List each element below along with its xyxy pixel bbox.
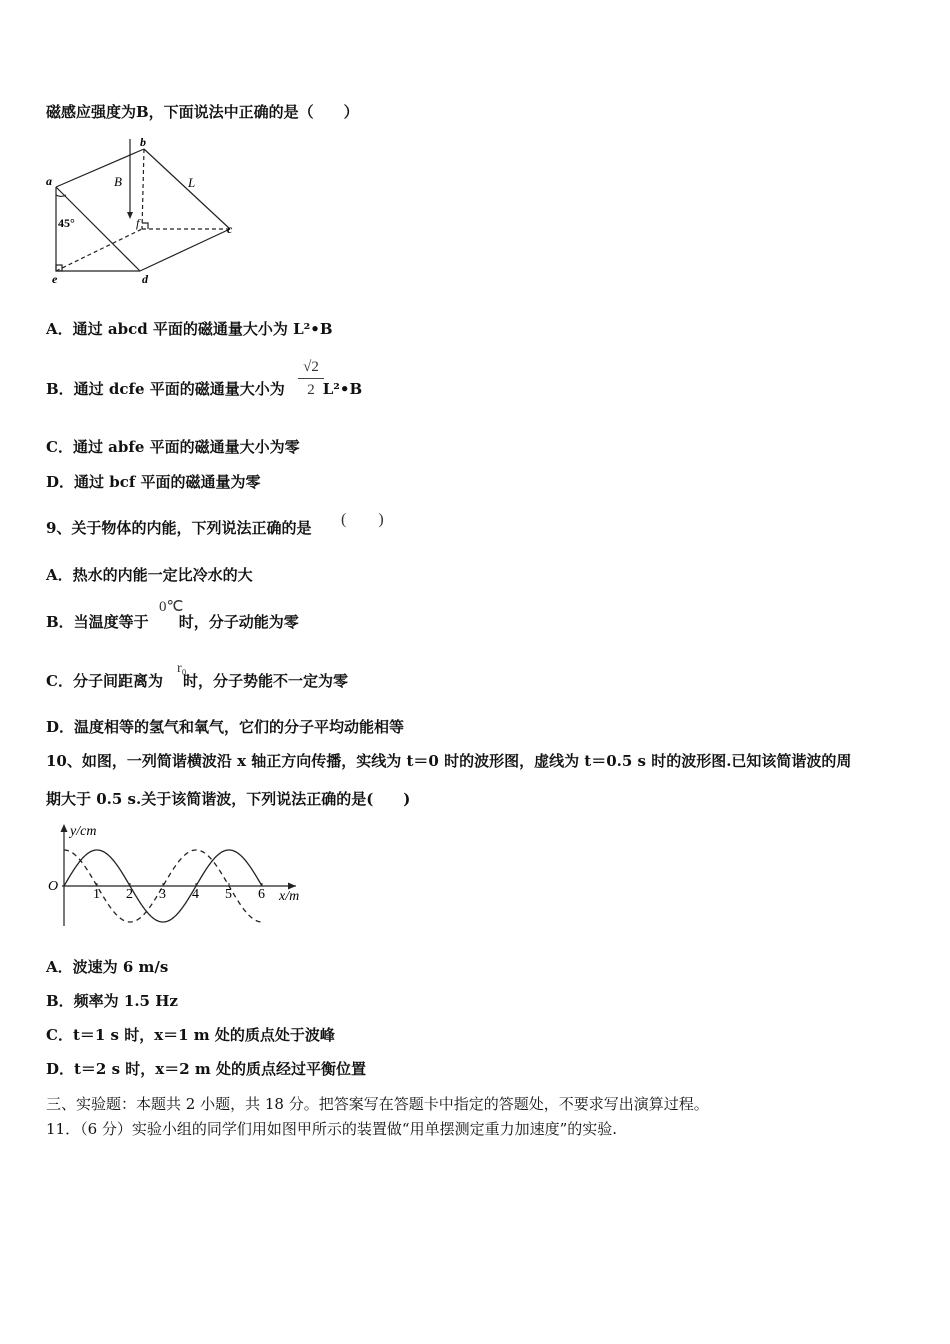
q10-wave-chart [44, 820, 314, 930]
label-c: c [227, 222, 233, 236]
label-L: L [188, 175, 196, 190]
label-B: B [114, 174, 122, 189]
q11-stem: 11．（6 分）实验小组的同学们用如图甲所示的装置做“用单摆测定重力加速度”的实验. [46, 1120, 618, 1138]
label-e: e [52, 272, 58, 285]
label-d: d [142, 272, 148, 285]
q8-stem: 磁感应强度为B，下面说法中正确的是（ ） [46, 103, 359, 121]
q8-option-c: C．通过 abfe 平面的磁通量大小为零 [46, 438, 300, 456]
x-tick-label-5: 5 [225, 887, 232, 902]
q9-option-a: A．热水的内能一定比冷水的大 [46, 566, 253, 584]
q8-option-b: B．通过 dcfe 平面的磁通量大小为 L²•B [46, 380, 363, 398]
label-b: b [140, 135, 146, 149]
x-tick-label-3: 3 [159, 887, 166, 902]
x-axis-label: x/m [279, 889, 300, 904]
q9-option-b: B．当温度等于 时，分子动能为零 [46, 613, 299, 631]
section-3-heading: 三、实验题：本题共 2 小题，共 18 分。把答案写在答题卡中指定的答题处，不要求写出演算过程。 [46, 1095, 709, 1113]
q9-r0: r₀ [177, 661, 187, 676]
q10-option-b: B．频率为 1.5 Hz [46, 992, 178, 1010]
q10-stem-line1: 10、如图，一列简谐横波沿 x 轴正方向传播，实线为 t＝0 时的波形图，虚线为 t＝0.5 s 时的波形图.已知该简谐波的周 [46, 752, 852, 770]
label-f: f [136, 216, 140, 230]
x-tick-label-6: 6 [258, 887, 265, 902]
fraction-numerator: √2 [303, 359, 319, 375]
q9-zero-celsius: 0℃ [159, 599, 184, 615]
label-angle: 45° [58, 216, 75, 230]
q10-option-a: A．波速为 6 m/s [46, 958, 169, 976]
q10-stem-line2: 期大于 0.5 s.关于该简谐波，下列说法正确的是( ) [46, 790, 411, 808]
q10-option-d: D．t＝2 s 时，x＝2 m 处的质点经过平衡位置 [46, 1060, 366, 1078]
q9-stem: 9、关于物体的内能，下列说法正确的是 [46, 519, 312, 537]
q9-answer-paren: ( ) [341, 511, 384, 528]
x-tick-label-1: 1 [93, 887, 100, 902]
q9-option-c: C．分子间距离为 时，分子势能不一定为零 [46, 672, 348, 690]
q8-option-a: A．通过 abcd 平面的磁通量大小为 L²•B [46, 320, 333, 338]
q8-option-d: D．通过 bcf 平面的磁通量为零 [46, 473, 261, 491]
q8-option-b-fraction [298, 357, 324, 400]
fraction-denominator: 2 [307, 382, 315, 398]
q9-option-d: D．温度相等的氢气和氧气，它们的分子平均动能相等 [46, 718, 405, 736]
label-a: a [46, 174, 52, 188]
y-axis-arrow [61, 824, 68, 832]
x-tick-label-4: 4 [192, 887, 199, 902]
q8-prism-figure [44, 135, 244, 285]
y-axis-label: y/cm [70, 824, 97, 839]
x-tick-label-2: 2 [126, 887, 133, 902]
origin-label: O [48, 879, 59, 894]
q10-option-c: C．t＝1 s 时，x＝1 m 处的质点处于波峰 [46, 1026, 335, 1044]
